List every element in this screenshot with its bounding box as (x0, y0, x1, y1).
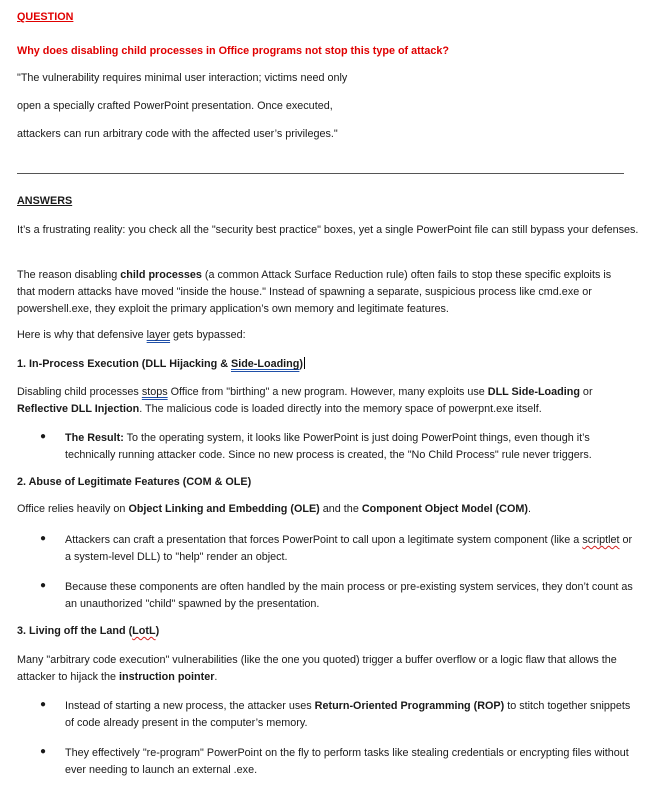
why-sentence: Here is why that defensive layer gets bypassed: (17, 329, 246, 341)
question-heading: QUESTION (17, 11, 74, 23)
section-2-bullet-1: Attackers can craft a presentation that forces PowerPoint to call upon a legitimate system component (like a scriptlet or a system-level DLL) to "help" render an object. (65, 534, 633, 563)
quote-line-1: "The vulnerability requires minimal user interaction; victims need only (17, 72, 348, 84)
intro-paragraph: It’s a frustrating reality: you check all the "security best practice" boxes, yet a single PowerPoint file can still bypass your defenses. (17, 224, 639, 236)
bullet-icon: ● (40, 699, 47, 710)
section-3-bullet-1: Instead of starting a new process, the attacker uses Return-Oriented Programming (ROP) to stitch together snippets of code already present in the computer’s memory. (65, 700, 631, 729)
section-3-bullet-2: They effectively "re-program" PowerPoint on the fly to perform tasks like stealing credentials or encrypting files without ever needing to launch an external .exe. (65, 747, 629, 776)
quote-line-2: open a specially crafted PowerPoint presentation. Once executed, (17, 100, 333, 112)
grammar-flag: Side-Loading (231, 358, 300, 370)
section-2-heading: 2. Abuse of Legitimate Features (COM & OLE) (17, 476, 252, 488)
section-2-paragraph: Office relies heavily on Object Linking and Embedding (OLE) and the Component Object Model (COM). (17, 503, 531, 515)
spelling-flag: scriptlet (582, 534, 620, 546)
section-3-paragraph: Many "arbitrary code execution" vulnerabilities (like the one you quoted) trigger a buffer overflow or a logic flaw that allows the attacker to hijack the instruction pointer. (17, 654, 617, 683)
text-cursor (304, 357, 305, 369)
quote-line-3: attackers can run arbitrary code with the affected user’s privileges." (17, 128, 338, 140)
spelling-flag: LotL (132, 625, 156, 637)
section-2-bullet-2: Because these components are often handled by the main process or pre-existing system services, they don’t count as an unauthorized "child" spawned by the presentation. (65, 581, 633, 610)
answers-heading: ANSWERS (17, 195, 73, 207)
question-title: Why does disabling child processes in Office programs not stop this type of attack? (17, 45, 449, 57)
bullet-icon: ● (40, 580, 47, 591)
grammar-flag: layer (146, 329, 171, 341)
horizontal-rule (17, 173, 624, 174)
bullet-icon: ● (40, 431, 47, 442)
grammar-flag: stops (141, 386, 168, 398)
bullet-icon: ● (40, 746, 47, 757)
bullet-icon: ● (40, 533, 47, 544)
section-1-bullet: The Result: To the operating system, it looks like PowerPoint is just doing PowerPoint things, even though it’s technically running attacker code. Since no new process is created, the "No Child Process" rule never triggers. (65, 432, 592, 461)
section-1-heading: 1. In-Process Execution (DLL Hijacking & Side-Loading) (17, 358, 303, 370)
section-1-paragraph: Disabling child processes stops Office from "birthing" a new program. However, many exploits use DLL Side-Loading or Reflective DLL Injection. The malicious code is loaded directly into the memory space of powerpnt.exe itself. (17, 386, 593, 415)
reason-paragraph: The reason disabling child processes (a common Attack Surface Reduction rule) often fails to stop these specific exploits is that modern attacks have moved "inside the house." Instead of spawning a separate, suspicious process like cmd.exe or powershell.exe, they exploit the primary application’s own memory and legitimate features. (17, 269, 612, 315)
section-3-heading: 3. Living off the Land (LotL) (17, 625, 160, 637)
